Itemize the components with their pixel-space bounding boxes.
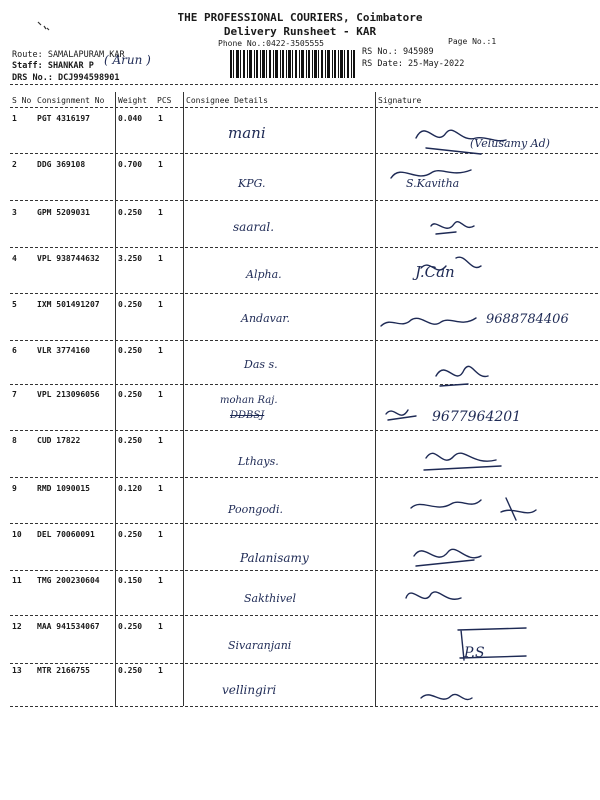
row-consignee-handwriting: Sakthivel [244,592,297,605]
row-consignee-handwriting: Lthays. [238,455,279,468]
column-header-pcs: PCS [157,96,172,105]
row-consignee-handwriting: vellingiri [222,683,277,697]
row-sno: 12 [12,622,22,631]
signature-row-11-scribble [406,592,461,599]
row-sno: 9 [12,484,17,493]
row-sno: 13 [12,666,22,675]
row-pcs: 1 [158,436,163,445]
row-pcs: 1 [158,254,163,263]
row-consignee-handwriting: Andavar. [241,312,290,325]
signature-row-13-scribble [421,694,472,699]
phone-number: Phone No.:0422-3505555 [218,39,324,48]
row-consignee-handwriting: Das s. [244,358,278,371]
rs-number: RS No.: 945989 [362,47,434,57]
row-sno: 11 [12,576,22,585]
signature-row-12-scribble [458,628,526,660]
row-signature-text: S.Kavitha [406,177,460,190]
row-consignment-no: PGT 4316197 [37,114,90,123]
staff-note: ( Arun ) [104,53,151,67]
column-header-signature: Signature [378,96,422,105]
row-pcs: 1 [158,484,163,493]
row-sno: 5 [12,300,17,309]
signature-row-6-scribble [436,366,488,386]
row-weight: 0.250 [118,436,143,445]
row-consignee-handwriting: saaral. [233,220,275,234]
row-consignment-no: GPM 5209031 [37,208,90,217]
row-consignment-no: MTR 2166755 [37,666,90,675]
column-header-weight: Weight [118,96,147,105]
row-pcs: 1 [158,530,163,539]
row-sno: 3 [12,208,17,217]
row-pcs: 1 [158,666,163,675]
signature-row-9-scribble [411,498,536,520]
row-consignment-no: DEL 70060091 [37,530,95,539]
signature-row-7-scribble [386,410,416,420]
signature-scribbles [376,108,598,708]
row-pcs: 1 [158,160,163,169]
row-consignee-handwriting: Poongodi. [228,503,284,516]
row-weight: 0.040 [118,114,143,123]
row-sno: 7 [12,390,17,399]
row-signature-text: J.Can [415,263,455,281]
row-consignee-handwriting-struck: DDBSJ [230,410,265,421]
row-weight: 0.250 [118,390,143,399]
row-sno: 10 [12,530,22,539]
header-rule-top [10,84,598,85]
row-consignment-no: MAA 941534067 [37,622,100,631]
signature-row-3-scribble [431,222,474,234]
row-sno: 6 [12,346,17,355]
row-consignee-handwriting: Alpha. [246,268,282,281]
row-weight: 3.250 [118,254,143,263]
row-weight: 0.250 [118,208,143,217]
signature-row-2-scribble [391,170,471,178]
row-consignment-no: VPL 938744632 [37,254,100,263]
row-sno: 4 [12,254,17,263]
row-consignee-handwriting: mani [228,124,266,142]
column-header-consignment: Consignment No [37,96,105,105]
row-sno: 8 [12,436,17,445]
row-sno: 1 [12,114,17,123]
route-label: Route: SAMALAPURAM KAR [12,50,125,60]
row-consignee-handwriting: mohan Raj. [220,395,278,406]
row-consignment-no: DDG 369108 [37,160,86,169]
barcode [230,50,355,78]
signature-row-1-scribble [416,130,506,154]
column-header-sno: S No [12,96,32,105]
row-consignment-no: IXM 501491207 [37,300,100,309]
row-signature-text: P.S [464,645,485,661]
row-pcs: 1 [158,576,163,585]
row-sno: 2 [12,160,17,169]
column-divider [183,92,184,706]
row-pcs: 1 [158,114,163,123]
row-consignment-no: CUD 17822 [37,436,81,445]
row-weight: 0.250 [118,530,143,539]
signature-row-8-scribble [424,453,501,470]
signature-row-4-scribble [421,257,481,270]
row-pcs: 1 [158,208,163,217]
row-weight: 0.150 [118,576,143,585]
row-weight: 0.250 [118,300,143,309]
signature-row-10-scribble [414,549,481,566]
row-consignment-no: TMG 200230604 [37,576,100,585]
row-weight: 0.120 [118,484,143,493]
row-pcs: 1 [158,346,163,355]
page-title: Delivery Runsheet - KAR [223,25,377,38]
row-signature-text: 9677964201 [432,409,522,425]
row-pcs: 1 [158,390,163,399]
column-divider [115,92,116,706]
column-header-consignee: Consignee Details [186,96,268,105]
signature-row-5-scribble [381,318,476,326]
row-pcs: 1 [158,300,163,309]
row-weight: 0.250 [118,622,143,631]
row-consignee-handwriting: Palanisamy [240,551,309,565]
rs-date: RS Date: 25-May-2022 [362,59,465,69]
row-weight: 0.250 [118,666,143,675]
page-number: Page No.:1 [448,37,497,46]
row-signature-text: 9688784406 [486,312,569,327]
row-consignee-handwriting: Sivaranjani [228,639,292,652]
row-consignee-handwriting: KPG. [238,177,266,190]
row-consignment-no: VLR 3774160 [37,346,90,355]
row-consignment-no: VPL 213096056 [37,390,100,399]
row-consignment-no: RMD 1090015 [37,484,90,493]
row-weight: 0.700 [118,160,143,169]
company-name: THE PROFESSIONAL COURIERS, Coimbatore [177,11,423,24]
row-pcs: 1 [158,622,163,631]
drs-number: DRS No.: DCJ994598901 [12,73,120,83]
row-signature-text: (Velusamy Ad) [470,137,550,150]
staff-label: Staff: SHANKAR P [12,61,94,71]
row-weight: 0.250 [118,346,143,355]
